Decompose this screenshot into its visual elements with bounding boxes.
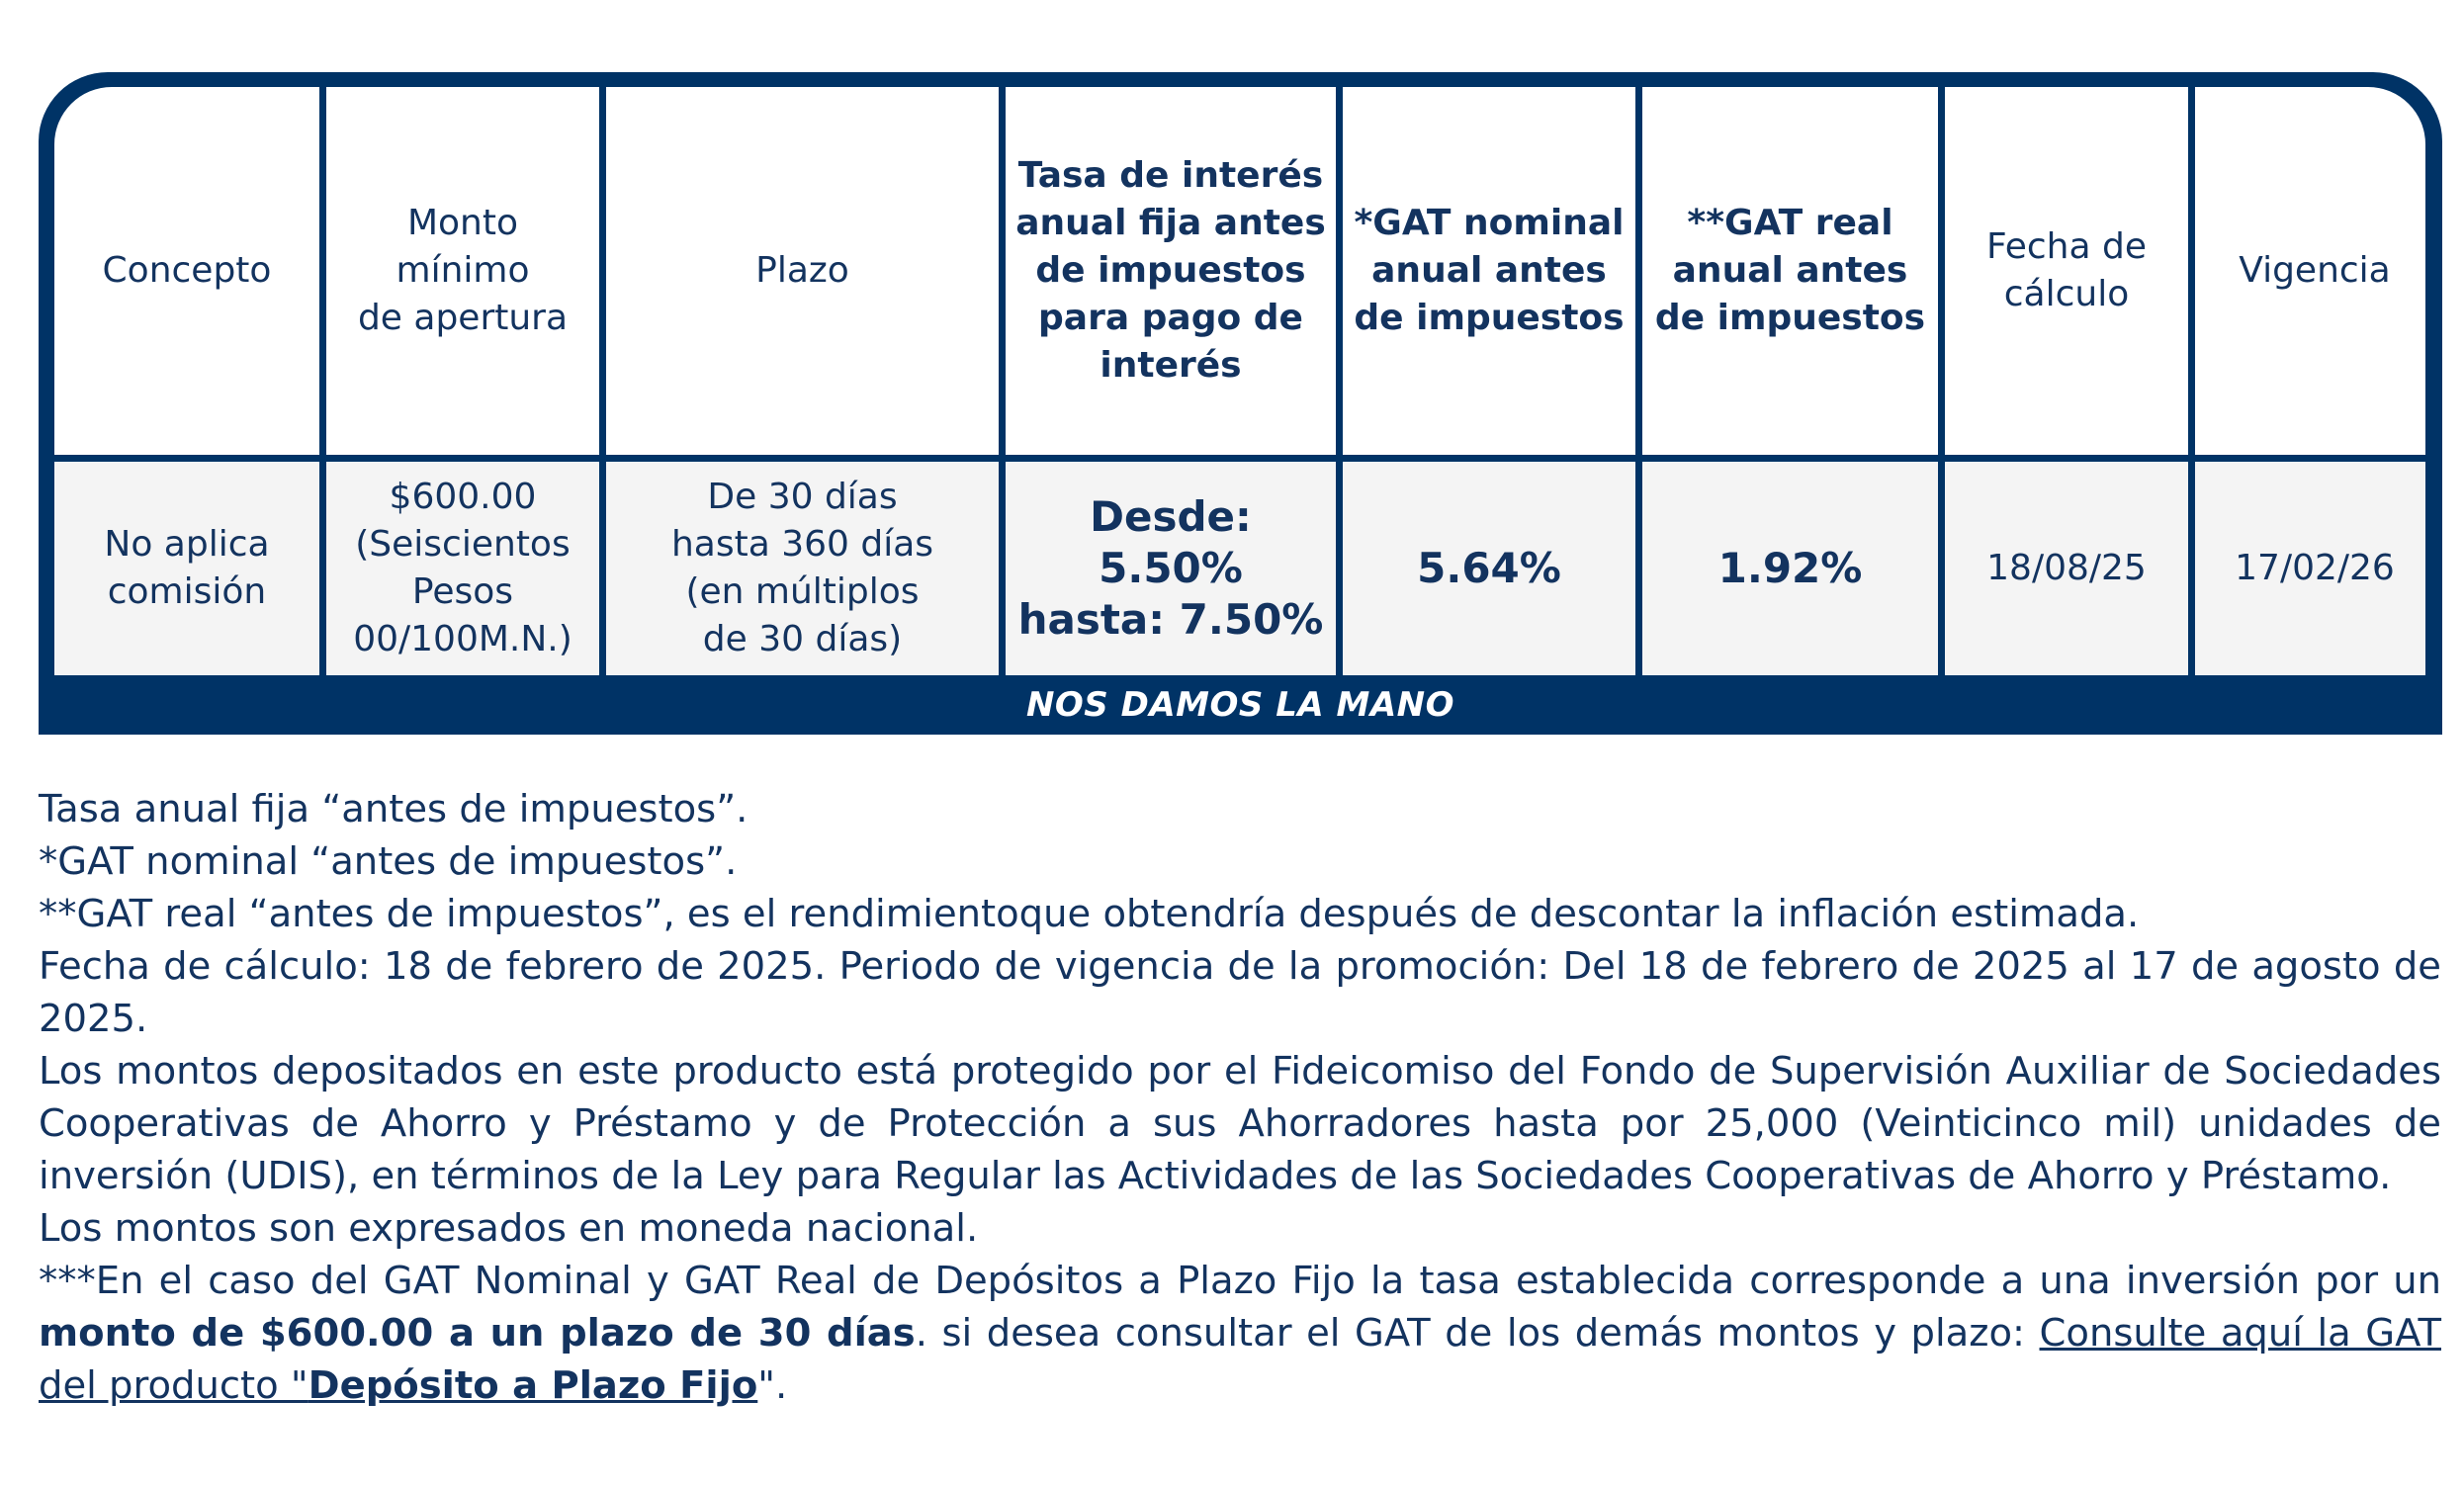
header-tasa-interes: Tasa de interés anual fija antes de impuestos para pago de interés	[1006, 87, 1336, 455]
header-concepto: Concepto	[54, 87, 319, 455]
rates-table	[54, 87, 2425, 675]
note-fecha-calculo: Fecha de cálculo: 18 de febrero de 2025. Periodo de vigencia de la promoción: Del 18 de febrero de 2025 al 17 de agosto de 2025.	[39, 944, 2441, 1041]
cell-concepto: No aplica comisión	[54, 462, 319, 675]
cell-gat-nominal: 5.64%	[1343, 462, 1635, 675]
note-gat-nominal: *GAT nominal “antes de impuestos”.	[39, 839, 738, 884]
cell-vigencia: 17/02/26	[2195, 462, 2425, 675]
cell-plazo: De 30 días hasta 360 días (en múltiplos de 30 días)	[606, 462, 999, 675]
tagline-banner: NOS DAMOS LA MANO	[1025, 685, 1455, 725]
cell-gat-real: 1.92%	[1642, 462, 1938, 675]
header-plazo: Plazo	[606, 87, 999, 455]
gat-product-link[interactable]: Consulte aquí la GAT del producto "Depósito a Plazo Fijo	[39, 1311, 2441, 1408]
note-monto-bold: monto de $600.00 a un plazo de 30 días	[39, 1311, 916, 1356]
header-vigencia: Vigencia	[2195, 87, 2425, 455]
disclaimer-notes	[39, 783, 2441, 1412]
header-fecha-calculo: Fecha de cálculo	[1945, 87, 2188, 455]
note-tasa-anual: Tasa anual fija “antes de impuestos”.	[39, 787, 748, 831]
header-gat-real: **GAT real anual antes de impuestos	[1642, 87, 1938, 455]
note-moneda: Los montos son expresados en moneda nacional.	[39, 1206, 979, 1251]
note-plazo-fijo: ***En el caso del GAT Nominal y GAT Real de Depósitos a Plazo Fijo la tasa establecida corresponde a una inversión por un monto de $600.00 a un plazo de 30 días. si desea consultar el GAT de los demás montos y plazo: Consulte aquí la GAT del producto "Depósito a Plazo Fijo".	[39, 1259, 2441, 1408]
note-gat-real: **GAT real “antes de impuestos”, es el rendimientoque obtendría después de descontar la inflación estimada.	[39, 892, 2140, 936]
header-monto-minimo: Monto mínimo de apertura	[326, 87, 599, 455]
cell-monto-minimo: $600.00 (Seiscientos Pesos 00/100M.N.)	[326, 462, 599, 675]
note-fideicomiso: Los montos depositados en este producto está protegido por el Fideicomiso del Fondo de Supervisión Auxiliar de Sociedades Cooperativas de Ahorro y Préstamo y de Protección a sus Ahorradores hasta por 25,000 (Veinticinco mil) unidades de inversión (UDIS), en términos de la Ley para Regular las Actividades de las Sociedades Cooperativas de Ahorro y Préstamo.	[39, 1049, 2441, 1198]
cell-fecha-calculo: 18/08/25	[1945, 462, 2188, 675]
cell-tasa-interes: Desde: 5.50% hasta: 7.50%	[1006, 462, 1336, 675]
header-gat-nominal: *GAT nominal anual antes de impuestos	[1343, 87, 1635, 455]
